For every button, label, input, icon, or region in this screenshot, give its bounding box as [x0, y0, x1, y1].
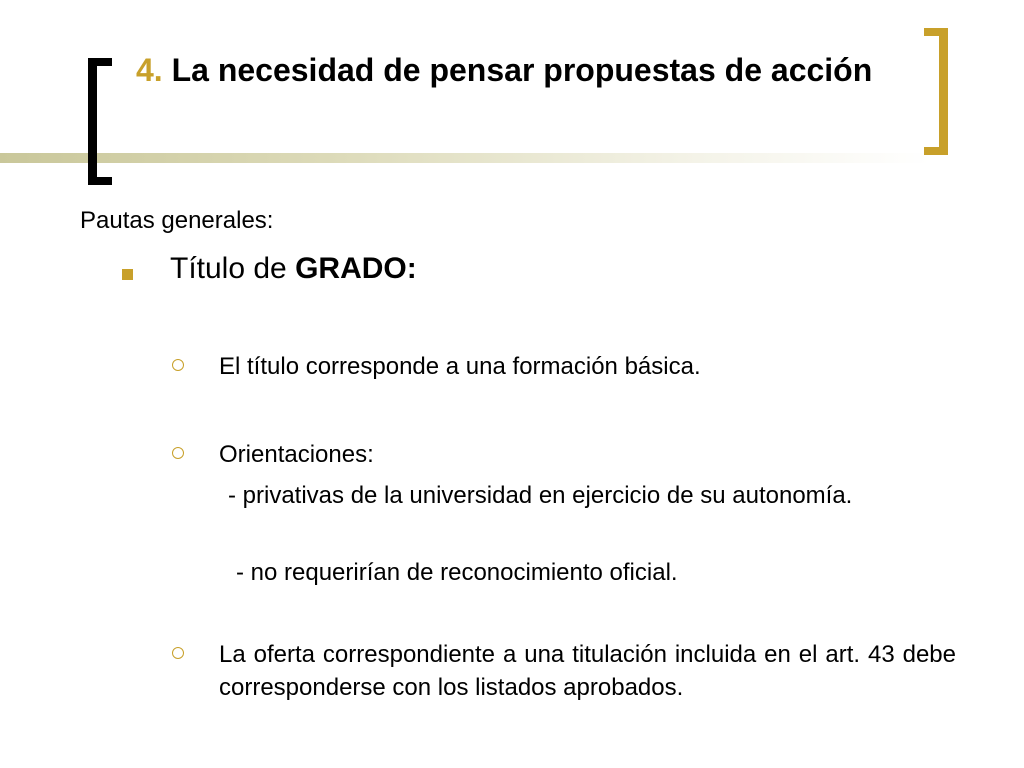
- main-bullet-text: [170, 252, 417, 286]
- main-bullet-emphasis: GRADO:: [295, 252, 417, 285]
- slide-title: [112, 50, 922, 90]
- title-number: 4.: [136, 52, 163, 88]
- circle-bullet-icon: [172, 647, 184, 659]
- main-bullet-label: Título de: [170, 252, 296, 285]
- left-bracket-decoration: [88, 58, 112, 185]
- sub-bullet-3: [172, 638, 956, 738]
- circle-bullet-icon: [172, 359, 184, 371]
- title-text: La necesidad de pensar propuestas de acción: [171, 52, 873, 88]
- dash-item-1: [228, 480, 956, 512]
- title-band: [0, 153, 930, 163]
- dash-item-text: - no requerirían de reconocimiento oficial.: [236, 559, 678, 586]
- sub-bullet-text: La oferta correspondiente a una titulación incluida en el art. 43 debe corresponderse con los listados aprobados.: [219, 641, 956, 701]
- square-bullet-icon: [122, 269, 133, 280]
- sub-bullet-2: [172, 438, 956, 472]
- dash-item-2: [236, 557, 678, 589]
- sub-bullet-text: El título corresponde a una formación básica.: [219, 353, 701, 380]
- circle-bullet-icon: [172, 447, 184, 459]
- dash-item-text: - privativas de la universidad en ejercicio de su autonomía.: [228, 482, 853, 509]
- sub-bullet-text: Orientaciones:: [219, 441, 374, 468]
- intro-text: Pautas generales:: [80, 207, 274, 234]
- sub-bullet-1: [172, 350, 956, 384]
- right-bracket-decoration: [924, 28, 948, 155]
